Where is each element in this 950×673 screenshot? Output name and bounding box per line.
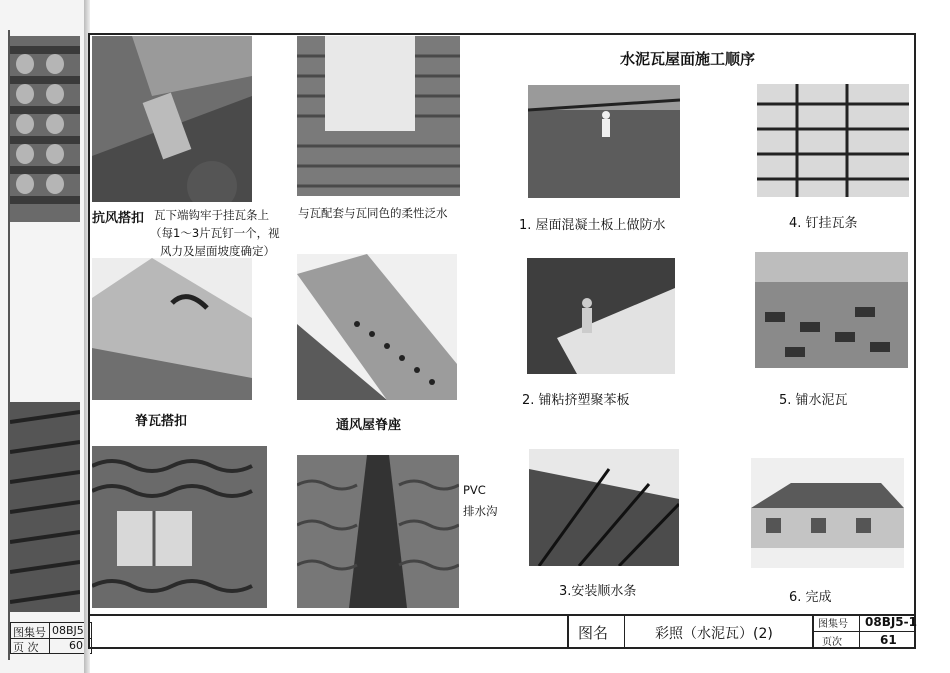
caption-wind-clip-note-2: （每1～3片瓦钉一个，视 [150, 226, 280, 240]
photo-step-4 [757, 84, 909, 197]
left-page-photo-top [10, 36, 80, 222]
title-block-page-label: 页次 [822, 637, 842, 648]
caption-step-2: 2. 铺粘挤塑聚苯板 [522, 393, 630, 408]
title-block-top-line [88, 614, 916, 616]
caption-vent-ridge: 通风屋脊座 [336, 418, 402, 433]
photo-ridge-clip [92, 258, 252, 400]
page-title: 水泥瓦屋面施工顺序 [620, 50, 756, 68]
caption-step-4: 4. 钉挂瓦条 [789, 216, 858, 231]
left-page-set-value: 08BJ5 [52, 624, 84, 637]
left-page-page-value: 60 [69, 639, 83, 652]
title-block-set-value: 08BJ5-1 [865, 615, 917, 629]
caption-wind-clip-note-3: 风力及屋面坡度确定） [160, 244, 275, 258]
left-page-photo-bottom [10, 402, 80, 612]
caption-step-1: 1. 屋面混凝土板上做防水 [519, 218, 666, 233]
photo-skylight [92, 446, 267, 608]
caption-ridge-clip: 脊瓦搭扣 [135, 414, 188, 429]
left-page-title-block [10, 622, 92, 654]
photo-step-3 [529, 449, 679, 566]
caption-pvc-2: 排水沟 [463, 504, 498, 518]
photo-step-2 [527, 258, 675, 374]
title-block-page-value: 61 [880, 633, 897, 647]
photo-step-5 [755, 252, 908, 368]
caption-pvc-1: PVC [463, 483, 486, 497]
left-page-page-label: 页 次 [13, 641, 39, 654]
title-block-divider-2 [624, 614, 625, 649]
caption-wind-clip-note-1: 瓦下端钩牢于挂瓦条上 [154, 208, 269, 222]
photo-wind-clip [92, 36, 252, 202]
title-block-name-label: 图名 [578, 624, 609, 642]
title-block-mid-line [812, 631, 916, 632]
title-block-set-label: 图集号 [818, 619, 848, 630]
caption-flashing: 与瓦配套与瓦同色的柔性泛水 [298, 206, 448, 220]
title-block-name-value: 彩照（水泥瓦）(2) [655, 626, 773, 642]
caption-wind-clip: 抗风搭扣 [92, 211, 145, 226]
photo-vent-ridge [297, 254, 457, 400]
photo-pvc-gutter [297, 455, 459, 608]
title-block-divider-1 [567, 614, 569, 649]
photo-step-1 [528, 85, 680, 198]
caption-step-6: 6. 完成 [789, 590, 832, 605]
caption-step-3: 3.安装顺水条 [559, 584, 637, 599]
left-page-set-label: 图集号 [13, 626, 46, 639]
photo-flashing [297, 36, 460, 196]
caption-step-5: 5. 铺水泥瓦 [779, 393, 848, 408]
photo-step-6 [751, 458, 904, 568]
